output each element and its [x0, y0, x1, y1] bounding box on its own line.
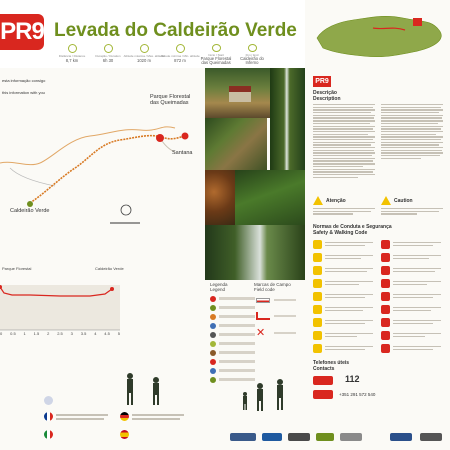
rule-item: [313, 331, 375, 342]
island-shape: [317, 16, 441, 56]
santana-number: +351 291 572 540: [339, 392, 376, 397]
prohibition-icon: [381, 240, 390, 249]
label-santana: Santana: [172, 150, 193, 156]
pr-badge: PR9: [0, 14, 44, 50]
legend-item: [210, 296, 255, 302]
sponsor-logo: [390, 433, 412, 441]
legend-title-pt: Legenda: [210, 282, 228, 287]
prohibition-icon: [381, 292, 390, 301]
legend-item: [210, 314, 255, 320]
label-parque-florestal: Parque Florestal das Queimadas: [150, 94, 191, 107]
emergency-number: 112: [345, 374, 360, 384]
legend-swatch: [210, 323, 216, 329]
legend-item: [210, 377, 255, 383]
stat-value: 6h 30: [102, 58, 114, 63]
trail-map: [0, 68, 205, 258]
start-marker-icon: [156, 134, 164, 142]
sponsor-logo: [420, 433, 442, 441]
stat-end: [234, 44, 270, 66]
caution-icon: [381, 196, 391, 205]
contacts-title-en: Contacts: [313, 366, 335, 372]
board-footer: [0, 400, 450, 450]
flag-icon: [44, 412, 53, 421]
field-mark-turn: [256, 312, 270, 320]
stat-value: Parque Florestal das Queimadas: [200, 55, 232, 66]
stat-start: [198, 44, 234, 66]
stat-label: Altitude mínima / Min. altitude: [160, 54, 200, 58]
rule-item: [313, 279, 375, 290]
photo-waterfall-1: [270, 68, 305, 170]
rule-icon: [313, 331, 322, 340]
attention-label: Atenção: [326, 198, 346, 204]
trail-route: [30, 136, 184, 203]
prohibition-icon: [381, 331, 390, 340]
compass-icon: [121, 205, 131, 215]
stat-min-altitude: [162, 44, 198, 66]
profile-area: [0, 285, 120, 330]
legend-swatch: [210, 359, 216, 365]
rule-item: [313, 253, 375, 264]
photo-house: [205, 68, 270, 118]
prohibition-icon: [381, 318, 390, 327]
warning-icon: [313, 196, 323, 205]
prohibition-icon: [381, 344, 390, 353]
info-text-en: this information with you: [2, 90, 45, 95]
rule-item: [313, 292, 375, 303]
profile-tick: 3.5: [80, 331, 87, 336]
flag-icon: [44, 396, 53, 405]
profile-ticks: [0, 332, 120, 337]
elevation-profile: [0, 265, 145, 355]
rule-item: [381, 305, 443, 316]
prohibition-icon: [381, 305, 390, 314]
rule-icon: [313, 266, 322, 275]
emergency-badge: [313, 376, 333, 385]
rule-item: [381, 240, 443, 251]
description-text-en: [381, 104, 443, 160]
secondary-road: [10, 168, 55, 186]
stat-label: Início / Start: [207, 52, 224, 57]
legend-swatch: [210, 368, 216, 374]
right-column: [305, 0, 450, 450]
profile-tick: 2.5: [57, 331, 63, 336]
legend-item: [210, 323, 255, 329]
map-legend: [206, 282, 301, 397]
field-mark-wrong-icon: ✕: [256, 327, 266, 339]
profile-tick: 4.5: [104, 331, 110, 336]
photo-forest-path: [205, 118, 267, 170]
legend-item: [210, 305, 255, 311]
santana-badge: [313, 390, 333, 399]
profile-start-label: Parque Florestal: [2, 266, 32, 271]
field-marks-title-en: Field code: [254, 287, 275, 293]
profile-tick: 0.5: [10, 331, 16, 336]
legend-swatch: [210, 341, 216, 347]
rule-item: [313, 318, 375, 329]
finish-icon: [248, 44, 257, 52]
legend-swatch: [210, 350, 216, 356]
stat-duration: [90, 44, 126, 66]
legend-item: [210, 341, 255, 347]
rule-item: [381, 279, 443, 290]
stat-max-altitude: [123, 44, 165, 66]
prohibition-icon: [381, 266, 390, 275]
rule-item: [381, 318, 443, 329]
profile-tick: 5: [117, 331, 120, 336]
mountain-down-icon: [176, 44, 185, 53]
trail-title: Levada do Caldeirão Verde: [54, 20, 297, 41]
profile-tick: 1.5: [33, 331, 40, 336]
profile-tick: 2: [47, 331, 50, 336]
photo-leaves: [205, 170, 235, 225]
stat-distance: [54, 44, 90, 66]
rule-icon: [313, 305, 322, 314]
legend-swatch: [210, 305, 216, 311]
stat-value: 8,7 km: [65, 58, 79, 63]
sponsor-logo: [262, 433, 282, 441]
flag-icon: [120, 430, 129, 439]
parking-marker-icon: [182, 133, 189, 140]
start-icon: [212, 44, 221, 52]
flag-icon: [120, 412, 129, 421]
legend-item: [210, 350, 255, 356]
end-marker-icon: [27, 201, 33, 207]
rule-item: [313, 266, 375, 277]
profile-end-dot: [110, 287, 114, 291]
legend-swatch: [210, 314, 216, 320]
field-marks-title-pt: Marcas de Campo: [254, 282, 291, 287]
clock-icon: [104, 44, 113, 53]
rule-item: [381, 331, 443, 342]
sponsor-logo: [288, 433, 310, 441]
rule-item: [381, 292, 443, 303]
description-title-pt: Descrição: [313, 90, 337, 96]
rules-title-en: Safety & Walking Code: [313, 230, 368, 236]
photo-ferns: [235, 170, 305, 225]
rule-icon: [313, 292, 322, 301]
trail-stats: [54, 44, 270, 66]
flag-icon: [44, 430, 53, 439]
sponsor-logo: [230, 433, 256, 441]
legend-item: [210, 359, 255, 365]
profile-tick: 3: [70, 331, 73, 336]
legend-title-en: Legend: [210, 287, 226, 293]
caution-label: Caution: [394, 198, 413, 204]
contacts-title-pt: Telefones úteis: [313, 360, 350, 366]
board-header: [0, 0, 305, 68]
rules-title-pt: Normas de Conduta e Segurança: [313, 224, 392, 230]
prohibition-icon: [381, 253, 390, 262]
legend-item: [210, 368, 255, 374]
rule-icon: [313, 253, 322, 262]
stat-value: 1020 m: [137, 58, 151, 63]
profile-tick: 1: [23, 331, 26, 336]
description-title-en: Description: [313, 96, 341, 102]
rule-item: [313, 240, 375, 251]
rule-icon: [313, 318, 322, 327]
label-caldeirao-verde: Caldeirão Verde: [10, 208, 50, 214]
profile-end-label: Caldeirão Verde: [95, 266, 124, 271]
profile-tick: 4: [94, 331, 97, 336]
prohibition-icon: [381, 279, 390, 288]
legend-swatch: [210, 332, 216, 338]
rule-item: [313, 344, 375, 355]
house-shape: [229, 86, 251, 102]
legend-swatch: [210, 296, 216, 302]
stat-value: 872 m: [174, 58, 186, 63]
distance-icon: [68, 44, 77, 53]
rule-icon: [313, 279, 322, 288]
legend-swatch: [210, 377, 216, 383]
sponsor-logo: [340, 433, 362, 441]
profile-tick: 0: [0, 331, 3, 336]
rule-icon: [313, 344, 322, 353]
field-mark-correct: [256, 298, 270, 303]
profile-svg: [0, 265, 145, 355]
stat-label: Altitude máxima / Max. altitude: [123, 54, 165, 58]
rule-item: [381, 344, 443, 355]
sponsor-logo: [316, 433, 334, 441]
madeira-island-map: [313, 8, 443, 66]
stat-label: Distância / Distance: [58, 54, 86, 58]
stat-value: Caldeirão do Inferno: [240, 55, 264, 66]
pr-small-badge: PR9: [313, 76, 331, 87]
photo-waterfall-2: [205, 225, 305, 280]
pr-marker-icon: [413, 18, 422, 26]
rule-icon: [313, 240, 322, 249]
rule-item: [381, 253, 443, 264]
legend-item: [210, 332, 255, 338]
rule-item: [381, 266, 443, 277]
description-text-pt: [313, 104, 375, 179]
stat-label: Duração / Duration: [95, 54, 121, 58]
info-text-pt: esta informação consigo: [2, 78, 46, 83]
stat-label: Fim / End: [245, 52, 259, 57]
mountain-up-icon: [140, 44, 149, 53]
rule-item: [313, 305, 375, 316]
